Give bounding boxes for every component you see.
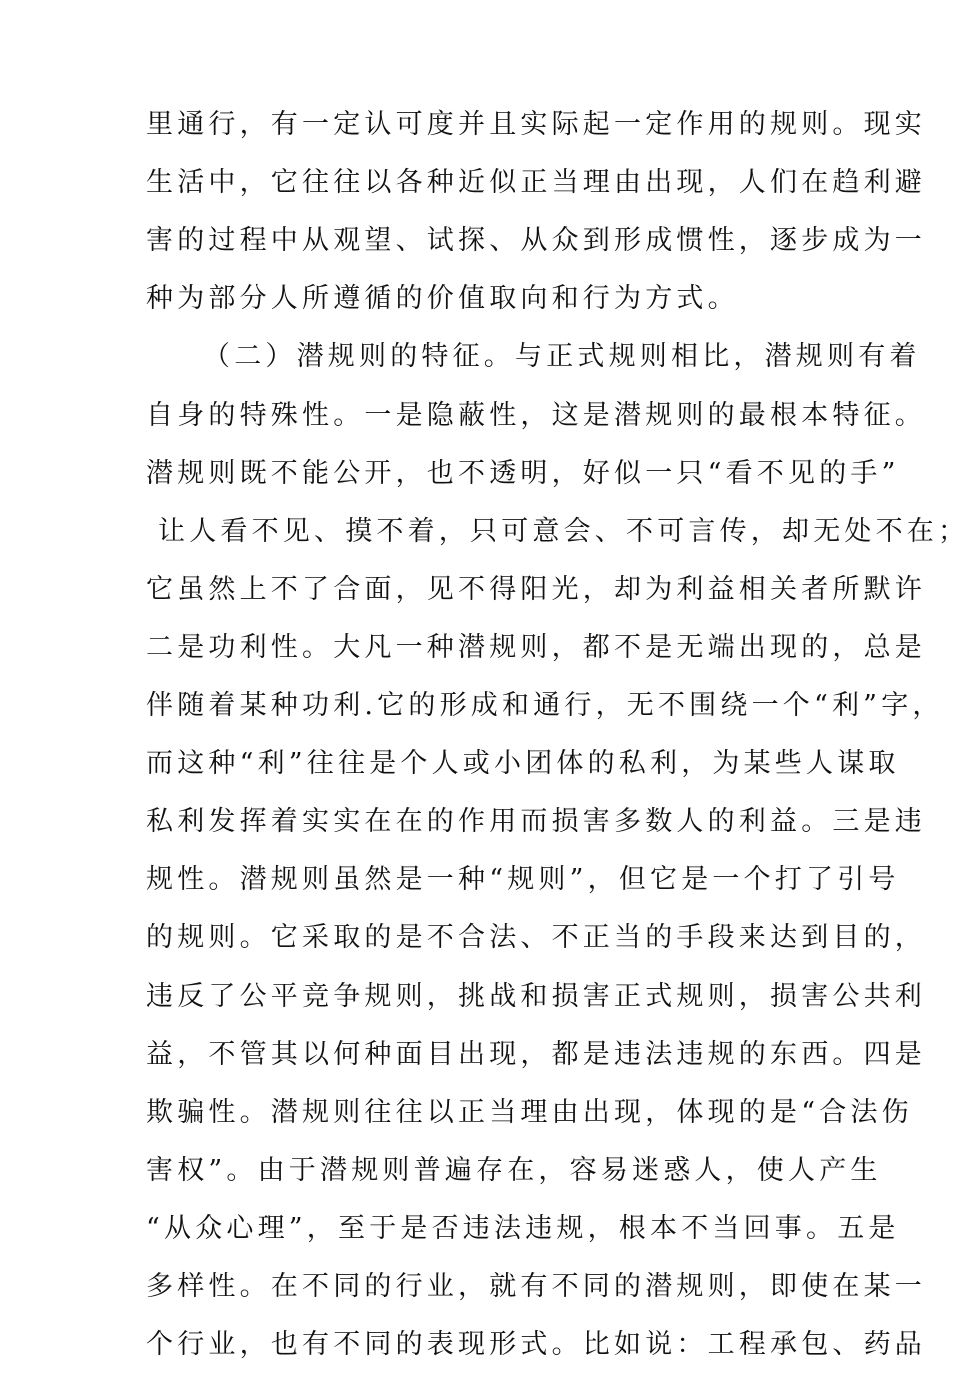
text-line: 自身的特殊性。一是隐蔽性，这是潜规则的最根本特征。	[146, 400, 926, 431]
text-line: 益，不管其以何种面目出现，都是违法违规的东西。四是	[146, 1039, 926, 1070]
text-line: 伴随着某种功利.它的形成和通行，无不围绕一个“利”字，	[146, 690, 944, 721]
text-line: 害权”。由于潜规则普遍存在，容易迷惑人，使人产生	[146, 1155, 882, 1186]
text-line: 多样性。在不同的行业，就有不同的潜规则，即使在某一	[146, 1271, 926, 1302]
paragraph-first-line: （二）潜规则的特征。与正式规则相比，潜规则有着	[203, 341, 921, 372]
text-line: 而这种“利”往往是个人或小团体的私利，为某些人谋取	[146, 748, 900, 779]
text-line: 里通行，有一定认可度并且实际起一定作用的规则。现实	[146, 109, 926, 140]
text-line: 规性。潜规则虽然是一种“规则”，但它是一个打了引号	[146, 864, 900, 895]
text-line: 欺骗性。潜规则往往以正当理由出现，体现的是“合法伤	[146, 1097, 913, 1128]
text-line: 二是功利性。大凡一种潜规则，都不是无端出现的，总是	[146, 632, 926, 663]
text-line: 的规则。它采取的是不合法、不正当的手段来达到目的，	[146, 922, 926, 953]
text-line: 害的过程中从观望、试探、从众到形成惯性，逐步成为一	[146, 225, 926, 256]
text-line: 种为部分人所遵循的价值取向和行为方式。	[146, 283, 739, 314]
text-line: 让人看不见、摸不着，只可意会、不可言传，却无处不在；	[158, 516, 969, 547]
text-line: 私利发挥着实实在在的作用而损害多数人的利益。三是违	[146, 806, 926, 837]
text-line: “从众心理”，至于是否违法违规，根本不当回事。五是	[146, 1213, 900, 1244]
text-line: 个行业，也有不同的表现形式。比如说：工程承包、药品	[146, 1329, 926, 1360]
text-line: 它虽然上不了合面，见不得阳光，却为利益相关者所默许	[146, 574, 926, 605]
text-line: 潜规则既不能公开，也不透明，好似一只“看不见的手”	[146, 458, 900, 489]
text-line: 生活中，它往往以各种近似正当理由出现，人们在趋利避	[146, 167, 926, 198]
text-line: 违反了公平竞争规则，挑战和损害正式规则，损害公共利	[146, 981, 926, 1012]
